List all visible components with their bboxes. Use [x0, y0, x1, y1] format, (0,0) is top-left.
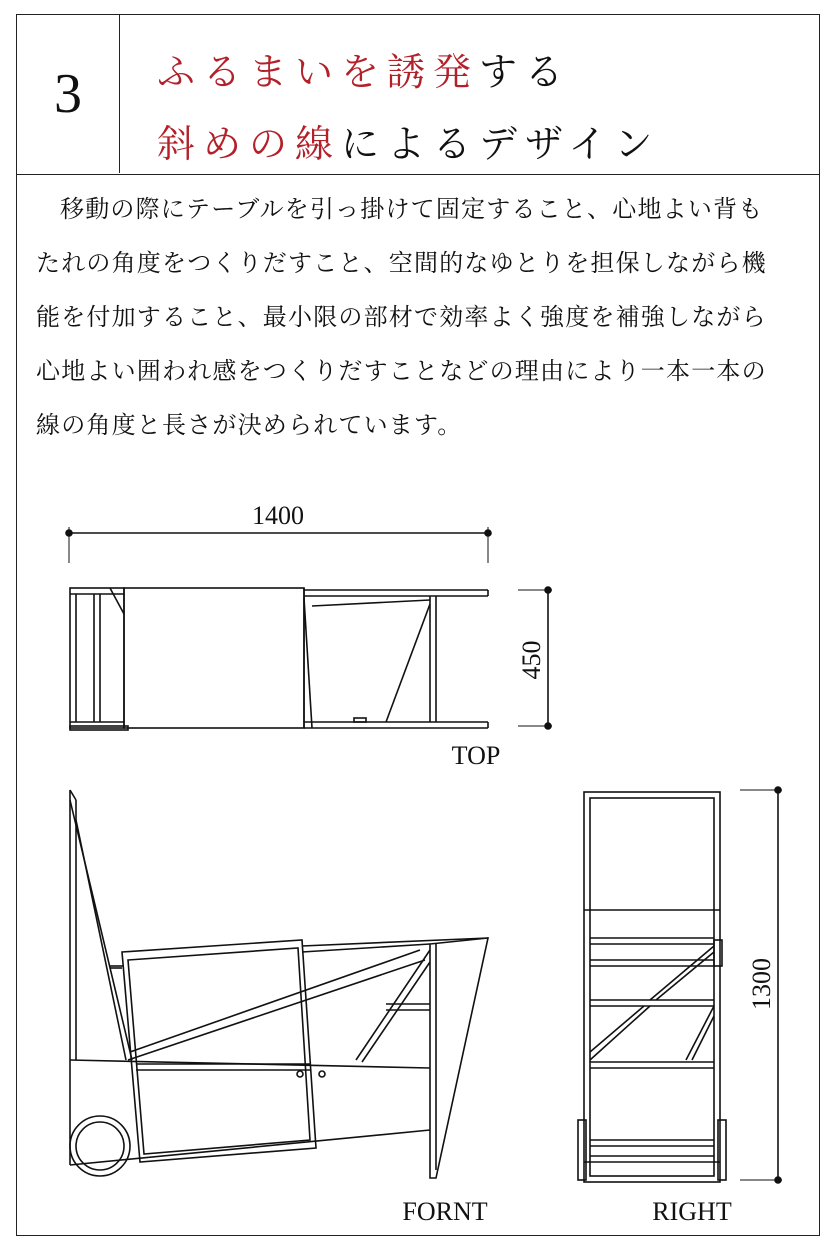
width-dimension-label: 1400: [252, 501, 304, 530]
title-line-2: [157, 113, 660, 168]
section-number: 3: [17, 15, 120, 173]
top-view-label: TOP: [451, 741, 501, 770]
body-paragraph: 移動の際にテーブルを引っ掛けて固定すること、心地よい背もたれの角度をつくりだすこと、空間的なゆとりを担保しながら機能を付加すること、最小限の部材で効率よく強度を補強しながら心地よい囲われ感をつくりだすことなどの理由により一本一本の線の角度と長さが決められています。: [36, 195, 767, 439]
depth-dimension-label: 450: [517, 640, 546, 680]
height-dimension-label: 1300: [747, 958, 776, 1010]
title-line-1: [157, 41, 571, 96]
section-header: [17, 15, 819, 175]
title-line-1-rest: する: [479, 50, 572, 94]
right-view-label: RIGHT: [652, 1197, 732, 1226]
title-line-2-accent: 斜めの線: [157, 122, 342, 166]
title-line-1-accent: ふるまいを誘発: [157, 50, 480, 94]
title-line-2-rest: によるデザイン: [341, 122, 661, 166]
front-view-label: FORNT: [402, 1197, 488, 1226]
